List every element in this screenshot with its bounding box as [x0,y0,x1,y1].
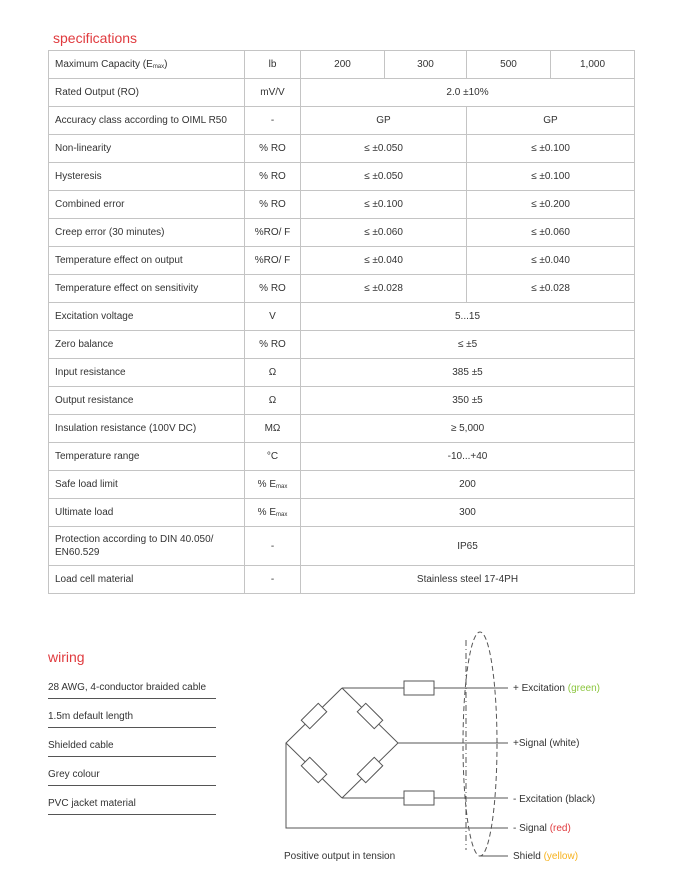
param-label: Protection according to DIN 40.050/ EN60.529 [49,527,245,566]
param-value: 5...15 [301,303,635,331]
param-value: IP65 [301,527,635,566]
wire-signal-neg [286,743,508,828]
param-value: 2.0 ±10% [301,79,635,107]
param-label: Safe load limit [49,471,245,499]
param-value: ≤ ±0.100 [467,163,635,191]
param-label: Ultimate load [49,499,245,527]
list-item: 1.5m default length [48,707,216,728]
param-value: ≤ ±0.060 [467,219,635,247]
param-value: 200 [301,471,635,499]
label-excitation-pos: + Excitation (green) [513,683,601,694]
param-value: ≤ ±0.040 [301,247,467,275]
param-label: Temperature effect on sensitivity [49,275,245,303]
param-label: Temperature effect on output [49,247,245,275]
param-value: ≤ ±0.100 [467,135,635,163]
param-value: 1,000 [551,51,635,79]
param-unit: V [245,303,301,331]
param-unit: - [245,107,301,135]
param-value: 300 [301,499,635,527]
param-label: Insulation resistance (100V DC) [49,415,245,443]
param-unit: %RO/ F [245,219,301,247]
param-unit: Ω [245,359,301,387]
param-label: Rated Output (RO) [49,79,245,107]
param-unit: % RO [245,163,301,191]
resistor [404,681,434,695]
param-label: Zero balance [49,331,245,359]
param-label: Combined error [49,191,245,219]
param-value: 385 ±5 [301,359,635,387]
specifications-title: specifications [53,30,138,46]
param-value: ≤ ±0.050 [301,135,467,163]
param-label: Creep error (30 minutes) [49,219,245,247]
param-unit: % RO [245,191,301,219]
param-value: ≤ ±0.028 [301,275,467,303]
param-unit: mV/V [245,79,301,107]
wiring-title: wiring [48,649,85,665]
label-signal-pos: +Signal (white) [513,738,580,749]
param-unit: - [245,566,301,594]
param-label: Non-linearity [49,135,245,163]
param-value: ≤ ±0.040 [467,247,635,275]
param-label: Input resistance [49,359,245,387]
param-unit: - [245,527,301,566]
param-unit: lb [245,51,301,79]
param-value: -10...+40 [301,443,635,471]
param-unit: °C [245,443,301,471]
param-value: ≤ ±0.100 [301,191,467,219]
param-value: Stainless steel 17-4PH [301,566,635,594]
diagram-caption: Positive output in tension [284,851,396,862]
param-value: ≤ ±5 [301,331,635,359]
param-value: ≤ ±0.200 [467,191,635,219]
param-label: Maximum Capacity $(E_{max})$ [49,51,245,79]
list-item: 28 AWG, 4-conductor braided cable [48,678,216,699]
list-item: PVC jacket material [48,794,216,815]
param-unit: % RO [245,331,301,359]
param-value: ≤ ±0.050 [301,163,467,191]
param-label: Accuracy class according to OIML R50 [49,107,245,135]
param-value: 300 [385,51,467,79]
param-label: Output resistance [49,387,245,415]
param-value: 500 [467,51,551,79]
param-value: 350 ±5 [301,387,635,415]
bridge-arm [342,688,398,798]
param-unit: % $E_{max}$ [245,471,301,499]
resistor [404,791,434,805]
param-label: Excitation voltage [49,303,245,331]
label-signal-neg: - Signal (red) [513,823,571,834]
param-label: Load cell material [49,566,245,594]
param-value: GP [467,107,635,135]
param-value: ≤ ±0.028 [467,275,635,303]
list-item: Shielded cable [48,736,216,757]
param-unit: Ω [245,387,301,415]
param-value: ≥ 5,000 [301,415,635,443]
param-label: Hysteresis [49,163,245,191]
cable-shield-ellipse [463,632,497,856]
list-item: Grey colour [48,765,216,786]
param-unit: %RO/ F [245,247,301,275]
param-label: Temperature range [49,443,245,471]
param-unit: % RO [245,275,301,303]
param-unit: % RO [245,135,301,163]
bridge-arm [286,688,342,798]
label-excitation-neg: - Excitation (black) [513,794,596,805]
param-unit: MΩ [245,415,301,443]
param-unit: % $E_{max}$ [245,499,301,527]
label-shield: Shield (yellow) [513,851,579,862]
param-value: 200 [301,51,385,79]
param-value: ≤ ±0.060 [301,219,467,247]
param-value: GP [301,107,467,135]
